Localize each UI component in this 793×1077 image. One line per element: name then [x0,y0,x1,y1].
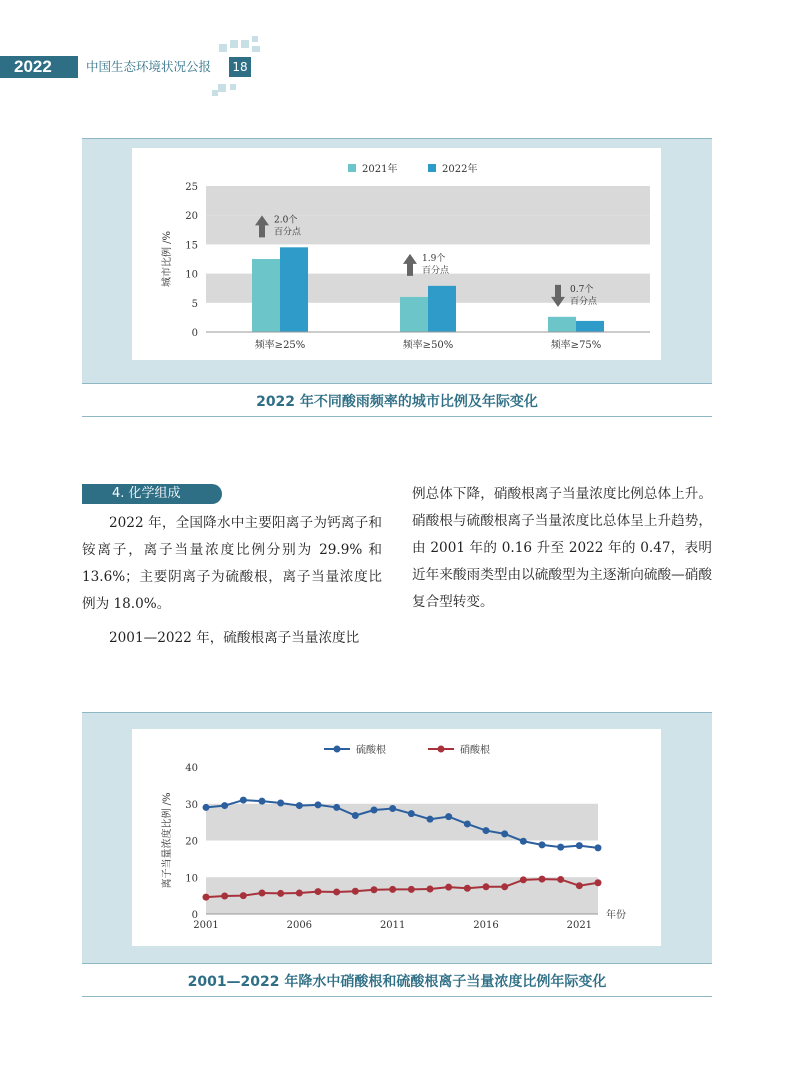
y-tick-label: 20 [185,211,198,223]
legend-swatch [428,164,436,172]
x-tick-label: 2016 [473,920,499,931]
data-point [427,886,434,893]
y-tick-label: 40 [185,763,198,774]
y-tick-label: 30 [185,799,198,811]
data-point [557,876,564,883]
bar [400,297,428,332]
caption-rule [82,996,712,997]
bar [280,247,308,332]
data-point [352,812,359,819]
x-axis-label: 年份 [606,910,626,921]
annotation-text: 百分点 [274,227,302,238]
data-point [333,888,340,895]
data-point [464,885,471,892]
data-point [389,886,396,893]
data-point [408,886,415,893]
data-point [277,800,284,807]
body-paragraph-1: 2022 年，全国降水中主要阳离子为钙离子和铵离子，离子当量浓度比例分别为 29.9% 和 13.6%；主要阴离子为硫酸根，离子当量浓度比例为 18.0%。 [82,515,382,612]
data-point [371,806,378,813]
data-point [296,802,303,809]
legend-marker [334,746,341,753]
x-tick-label: 频率≥25% [254,340,306,351]
bar-chart [132,148,661,360]
data-point [539,876,546,883]
x-tick-label: 频率≥50% [402,340,454,351]
page-number: 18 [229,57,251,77]
y-tick-label: 25 [185,182,198,193]
data-point [221,892,228,899]
data-point [501,883,508,890]
bar [576,321,604,332]
chart1-caption: 2022 年不同酸雨频率的城市比例及年际变化 [256,394,538,410]
data-point [483,883,490,890]
data-point [557,844,564,851]
legend-label: 硫酸根 [356,745,386,756]
data-point [221,802,228,809]
y-tick-label: 0 [191,328,198,339]
y-tick-label: 20 [185,836,198,848]
body-paragraph-3: 例总体下降，硝酸根离子当量浓度比例总体上升。硝酸根与硫酸根离子当量浓度比总体呈上升趋势，由 2001 年的 0.16 升至 2022 年的 0.47，表明近年来酸雨类型由以硫酸型为主逐渐向硫酸—硝酸复合型转变。 [412,486,712,610]
body-paragraph-2: 2001—2022 年，硫酸根离子当量浓度比 [109,630,360,646]
annotation-text: 百分点 [570,296,598,307]
y-axis-label: 离子当量浓度比例 /% [162,792,173,889]
data-point [539,841,546,848]
chart2-caption: 2001—2022 年降水中硝酸根和硫酸根离子当量浓度比例年际变化 [187,974,607,990]
data-point [427,816,434,823]
header-year: 2022 [0,56,78,78]
y-tick-label: 0 [191,910,198,921]
data-point [520,838,527,845]
data-point [352,888,359,895]
data-point [277,890,284,897]
annotation-text: 0.7个 [570,284,594,295]
x-tick-label: 2006 [286,920,313,931]
data-point [576,842,583,849]
y-tick-label: 15 [185,240,198,252]
data-point [595,879,602,886]
data-point [389,805,396,812]
y-tick-label: 5 [191,298,198,310]
section-heading: 4. 化学组成 [82,484,222,504]
y-axis-label: 城市比例 /% [162,230,173,288]
data-point [408,810,415,817]
chart2-card [132,729,661,946]
data-point [296,890,303,897]
data-point [483,827,490,834]
page-header [0,52,793,82]
caption-rule [82,416,712,417]
data-point [315,801,322,808]
grid-band [206,877,598,914]
data-point [315,888,322,895]
legend-label: 2022年 [442,164,478,175]
legend-swatch [348,164,356,172]
data-point [203,894,210,901]
data-point [501,830,508,837]
line-chart [132,729,661,946]
header-title: 中国生态环境状况公报 [86,59,212,74]
y-tick-label: 10 [185,873,198,885]
data-point [595,844,602,851]
bar [428,286,456,332]
legend-label: 2021年 [362,164,398,175]
grid-band [206,186,650,215]
annotation-text: 1.9个 [422,253,446,264]
data-point [576,882,583,889]
data-point [259,890,266,897]
bar [548,317,576,332]
data-point [259,798,266,805]
data-point [445,813,452,820]
annotation-text: 2.0个 [274,215,298,226]
data-point [371,886,378,893]
arrow-up-icon [403,254,417,276]
data-point [464,820,471,827]
data-point [240,892,247,899]
x-tick-label: 频率≥75% [550,340,602,351]
y-tick-label: 10 [185,269,198,281]
annotation-text: 百分点 [422,265,450,276]
grid-band [206,804,598,841]
x-tick-label: 2021 [566,920,593,931]
x-tick-label: 2001 [193,920,219,931]
grid-band [206,215,650,244]
legend-label: 硝酸根 [460,745,490,756]
data-point [333,804,340,811]
chart1-card [132,148,661,360]
data-point [520,876,527,883]
data-point [203,804,210,811]
data-point [445,884,452,891]
x-tick-label: 2011 [379,920,406,931]
data-point [240,797,247,804]
bar [252,259,280,332]
legend-marker [438,746,445,753]
